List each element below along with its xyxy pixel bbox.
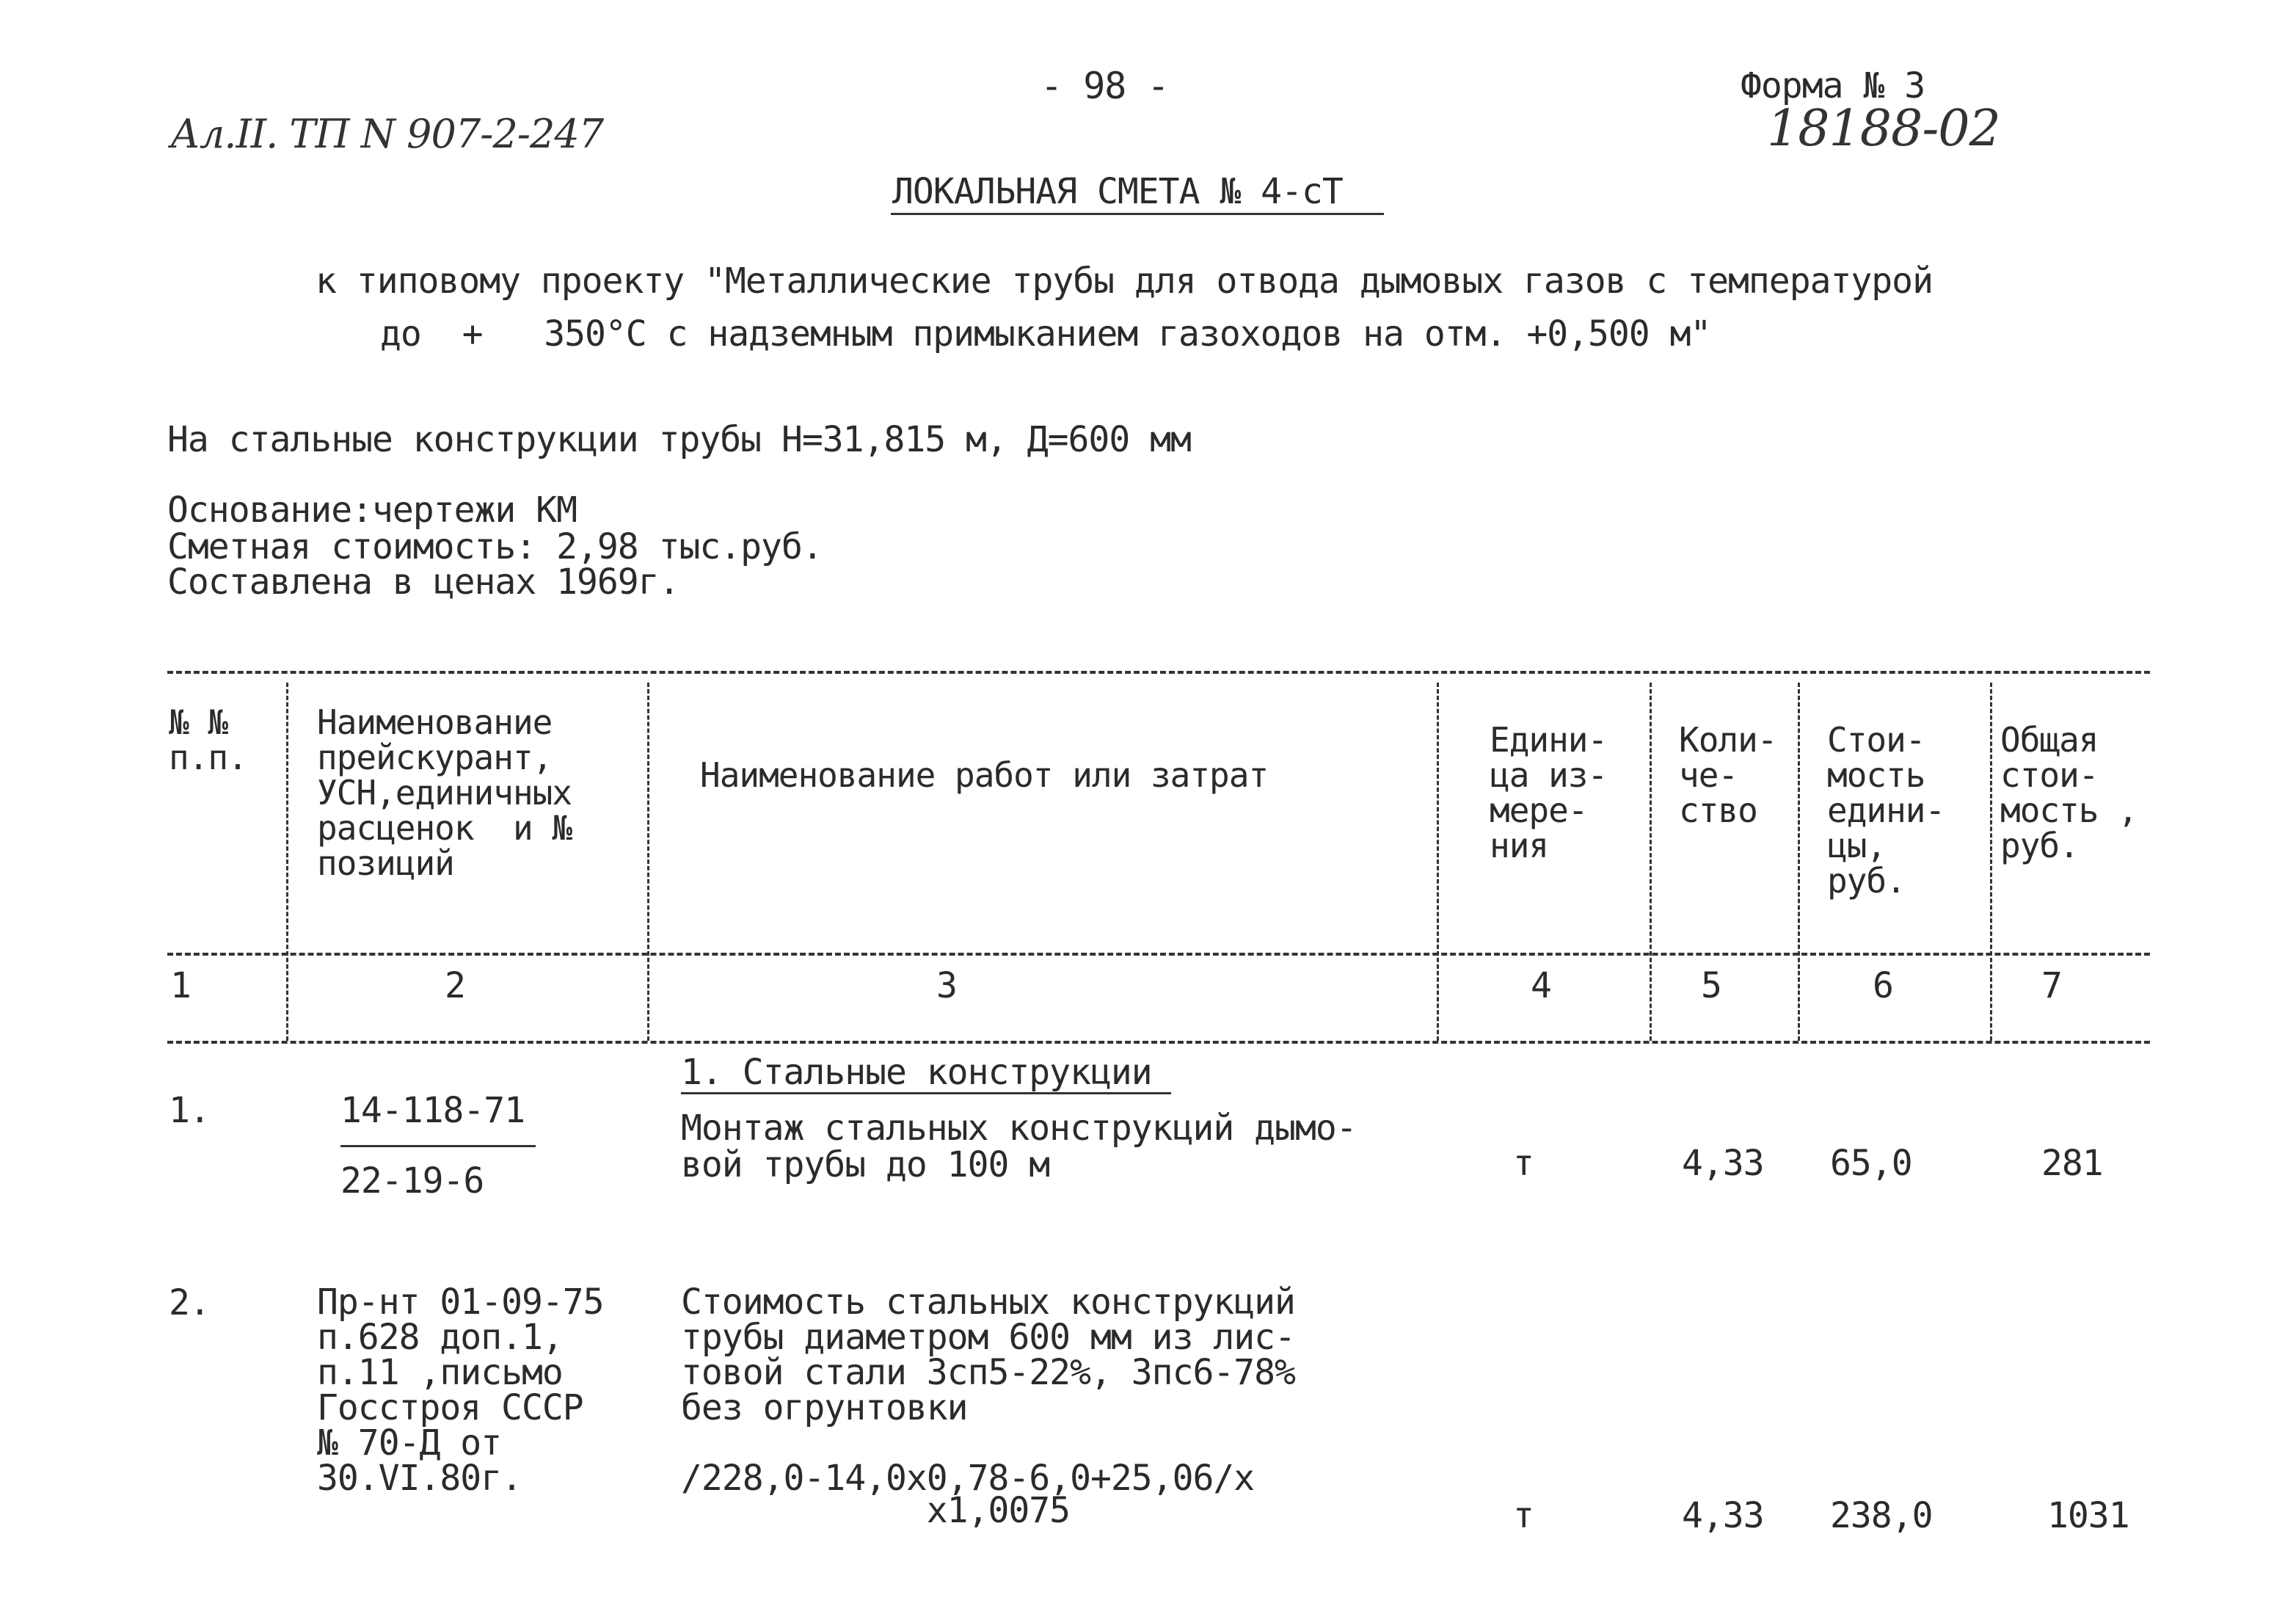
column-number: 6 bbox=[1873, 965, 1893, 1006]
row-2-number: 2. bbox=[169, 1282, 210, 1323]
page-number: - 98 - bbox=[1041, 65, 1169, 107]
estimate-basis: Основание:чертежи КМ bbox=[167, 490, 577, 531]
project-description-line2: до + 350°С с надземным примыканием газоходов на отм. +0,500 м" bbox=[380, 313, 1711, 355]
row-2-unit: т bbox=[1513, 1495, 1534, 1536]
section-title-underline bbox=[681, 1092, 1171, 1094]
header-total-cost: Общая стои- мость , руб. bbox=[2000, 720, 2138, 865]
column-divider bbox=[647, 683, 649, 1041]
row-2-total: 1031 bbox=[2047, 1495, 2129, 1536]
row-1-unit-price: 65,0 bbox=[1830, 1143, 1912, 1184]
title-underline bbox=[891, 213, 1384, 215]
header-bottom-rule bbox=[167, 953, 2150, 956]
table-top-rule bbox=[167, 671, 2150, 674]
row-2-unit-price: 238,0 bbox=[1830, 1495, 1933, 1536]
column-number: 1 bbox=[170, 965, 191, 1006]
row-2-work: Стоимость стальных конструкций трубы диаметром 600 мм из лис- товой стали 3сп5-22%, 3пс6-78% без огрунтовки bbox=[681, 1282, 1295, 1428]
row-1-work: Монтаж стальных конструкций дымо- вой трубы до 100 м bbox=[681, 1108, 1357, 1185]
header-unit-cost: Стои- мость едини- цы, руб. bbox=[1827, 720, 1945, 901]
row-1-number: 1. bbox=[169, 1090, 210, 1131]
form-label: Форма № 3 bbox=[1741, 65, 1925, 106]
column-divider bbox=[1990, 683, 1992, 1041]
header-unit: Едини- ца из- мере- ния bbox=[1490, 720, 1608, 865]
estimate-subject: На стальные конструкции трубы Н=31,815 м, Д=600 мм bbox=[167, 419, 1191, 460]
project-description-line1: к типовому проекту "Металлические трубы для отвода дымовых газов с температурой bbox=[316, 261, 1933, 302]
header-row-number: № № п.п. bbox=[169, 702, 247, 777]
row-1-code-fraction-line bbox=[340, 1145, 536, 1147]
numbers-bottom-rule bbox=[167, 1041, 2150, 1044]
row-1-quantity: 4,33 bbox=[1682, 1143, 1764, 1184]
column-divider bbox=[1798, 683, 1800, 1041]
row-1-unit: т bbox=[1513, 1143, 1534, 1184]
column-divider bbox=[1437, 683, 1439, 1041]
handwritten-project-ref: Ал.II. ТП N 907-2-247 bbox=[170, 111, 604, 157]
row-1-code-top: 14-118-71 bbox=[340, 1090, 525, 1131]
row-1-total: 281 bbox=[2041, 1143, 2103, 1184]
row-2-quantity: 4,33 bbox=[1682, 1495, 1764, 1536]
handwritten-archive-number: 18188-02 bbox=[1767, 100, 2000, 158]
header-quantity: Коли- че- ство bbox=[1679, 720, 1777, 830]
price-base: Составлена в ценах 1969г. bbox=[167, 561, 679, 603]
column-number: 2 bbox=[445, 965, 465, 1006]
header-work-name: Наименование работ или затрат bbox=[700, 755, 1269, 795]
column-number: 3 bbox=[936, 965, 957, 1006]
row-2-formula: /228,0-14,0х0,78-6,0+25,06/х х1,0075 bbox=[681, 1458, 1255, 1531]
estimate-cost: Сметная стоимость: 2,98 тыс.руб. bbox=[167, 526, 823, 567]
column-number: 5 bbox=[1701, 965, 1721, 1006]
document-title: ЛОКАЛЬНАЯ СМЕТА № 4-сТ bbox=[892, 171, 1343, 212]
row-1-code-bottom: 22-19-6 bbox=[340, 1160, 484, 1202]
column-number: 7 bbox=[2041, 965, 2062, 1006]
column-divider bbox=[1650, 683, 1652, 1041]
header-price-list: Наименование прейскурант, УСН,единичных расценок и № позиций bbox=[317, 702, 572, 883]
column-divider bbox=[286, 683, 288, 1041]
section-title: 1. Стальные конструкции bbox=[681, 1052, 1152, 1093]
row-2-code: Пр-нт 01-09-75 п.628 доп.1, п.11 ,письмо Госстроя СССР № 70-Д от 30.VI.80г. bbox=[317, 1282, 604, 1499]
column-number: 4 bbox=[1531, 965, 1551, 1006]
